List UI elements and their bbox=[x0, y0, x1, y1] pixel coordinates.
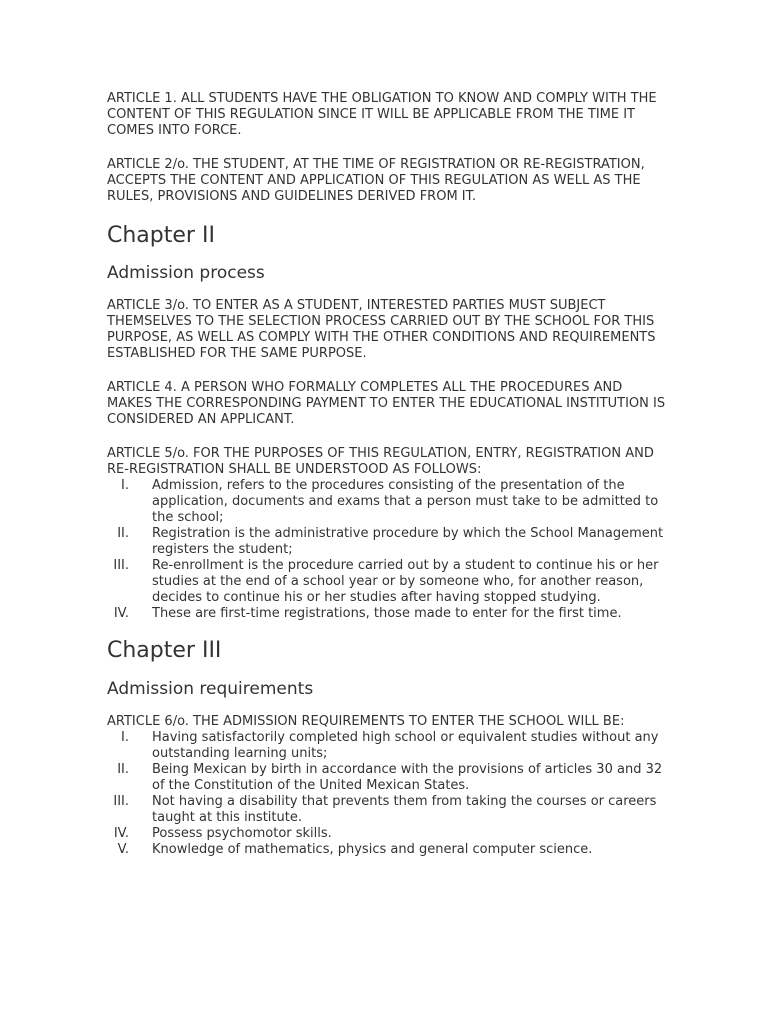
list-item bbox=[107, 526, 667, 558]
list-item-text: Re-enrollment is the procedure carried out by a student to continue his or her studies at the end of a school year or by someone who, for another reason, decides to continue his or her studies after having stopped studying. bbox=[152, 558, 659, 605]
article-4: ARTICLE 4. A PERSON WHO FORMALLY COMPLETES ALL THE PROCEDURES AND MAKES THE CORRESPONDING PAYMENT TO ENTER THE EDUCATIONAL INSTITUTION IS CONSIDERED AN APPLICANT. bbox=[107, 380, 666, 427]
list-item-text: These are first-time registrations, those made to enter for the first time. bbox=[152, 606, 622, 621]
list-item bbox=[107, 794, 667, 826]
list-item bbox=[107, 762, 667, 794]
list-item-number: V. bbox=[117, 842, 129, 857]
list-item bbox=[107, 478, 667, 526]
list-item bbox=[107, 606, 667, 622]
list-item-number: IV. bbox=[113, 606, 129, 621]
chapter-3-title: Chapter III bbox=[107, 638, 222, 663]
list-item-text: Possess psychomotor skills. bbox=[152, 826, 332, 841]
chapter-3-subtitle: Admission requirements bbox=[107, 679, 314, 699]
list-item-text: Not having a disability that prevents them from taking the courses or careers taught at this institute. bbox=[152, 794, 657, 825]
list-item-text: Admission, refers to the procedures consisting of the presentation of the application, documents and exams that a person must take to be admitted to the school; bbox=[152, 478, 659, 525]
list-item-text: Registration is the administrative procedure by which the School Management registers the student; bbox=[152, 526, 664, 557]
list-item-text: Being Mexican by birth in accordance with the provisions of articles 30 and 32 of the Constitution of the United Mexican States. bbox=[152, 762, 663, 793]
article-3: ARTICLE 3/o. TO ENTER AS A STUDENT, INTERESTED PARTIES MUST SUBJECT THEMSELVES TO THE SELECTION PROCESS CARRIED OUT BY THE SCHOOL FOR THIS PURPOSE, AS WELL AS COMPLY WITH THE OTHER CONDITIONS AND REQUIREMENTS ESTABLISHED FOR THE SAME PURPOSE. bbox=[107, 298, 656, 361]
chapter-2-title: Chapter II bbox=[107, 223, 215, 248]
list-item-text: Knowledge of mathematics, physics and general computer science. bbox=[152, 842, 593, 857]
article-6-list bbox=[107, 730, 667, 858]
list-item-number: IV. bbox=[113, 826, 129, 841]
list-item bbox=[107, 826, 667, 842]
article-5-list bbox=[107, 478, 667, 622]
list-item-number: I. bbox=[121, 478, 129, 493]
chapter-2-subtitle: Admission process bbox=[107, 263, 265, 283]
list-item bbox=[107, 558, 667, 606]
list-item bbox=[107, 842, 667, 858]
list-item-text: Having satisfactorily completed high school or equivalent studies without any outstanding learning units; bbox=[152, 730, 659, 761]
article-5: ARTICLE 5/o. FOR THE PURPOSES OF THIS REGULATION, ENTRY, REGISTRATION AND RE-REGISTRATION SHALL BE UNDERSTOOD AS FOLLOWS: bbox=[107, 446, 654, 477]
list-item-number: III. bbox=[113, 794, 129, 809]
article-1: ARTICLE 1. ALL STUDENTS HAVE THE OBLIGATION TO KNOW AND COMPLY WITH THE CONTENT OF THIS REGULATION SINCE IT WILL BE APPLICABLE FROM THE TIME IT COMES INTO FORCE. bbox=[107, 91, 657, 138]
article-2: ARTICLE 2/o. THE STUDENT, AT THE TIME OF REGISTRATION OR RE-REGISTRATION, ACCEPTS THE CONTENT AND APPLICATION OF THIS REGULATION AS WELL AS THE RULES, PROVISIONS AND GUIDELINES DERIVED FROM IT. bbox=[107, 157, 645, 204]
list-item-number: II. bbox=[117, 526, 129, 541]
article-6: ARTICLE 6/o. THE ADMISSION REQUIREMENTS TO ENTER THE SCHOOL WILL BE: bbox=[107, 714, 625, 729]
list-item-number: II. bbox=[117, 762, 129, 777]
list-item-number: I. bbox=[121, 730, 129, 745]
list-item-number: III. bbox=[113, 558, 129, 573]
document-page bbox=[107, 91, 667, 858]
list-item bbox=[107, 730, 667, 762]
